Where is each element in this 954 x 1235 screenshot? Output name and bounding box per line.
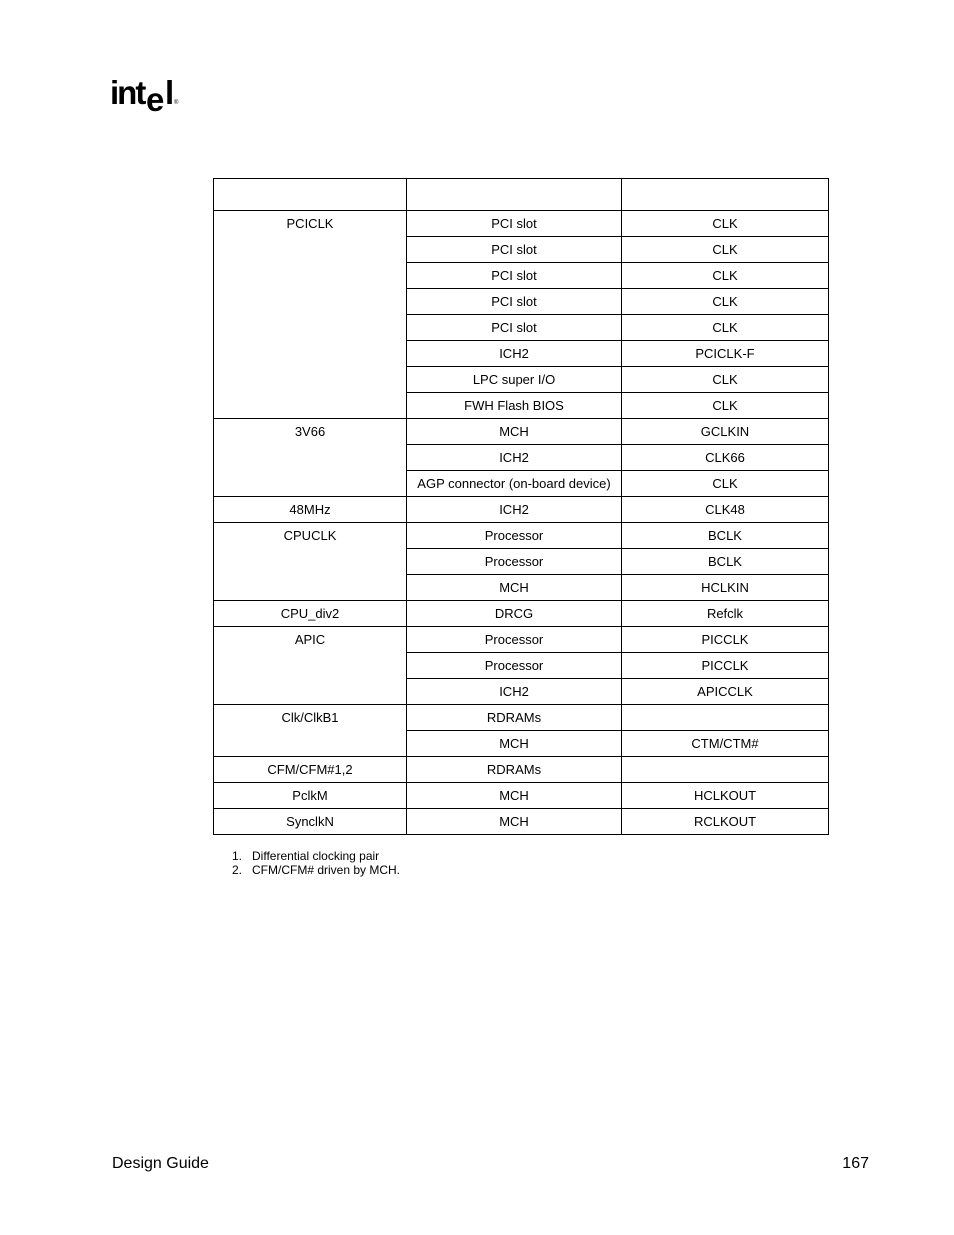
table-row [214, 211, 829, 237]
destination-cell: PCI slot [407, 289, 622, 315]
signal-cell: PCICLK [214, 211, 407, 419]
signal-cell: 3V66 [214, 419, 407, 497]
pin-cell: HCLKOUT [622, 783, 829, 809]
pin-cell: BCLK [622, 549, 829, 575]
pin-cell: Refclk [622, 601, 829, 627]
pin-cell: GCLKIN [622, 419, 829, 445]
signal-cell: CPUCLK [214, 523, 407, 601]
table-row [214, 601, 829, 627]
pin-cell: PCICLK-F [622, 341, 829, 367]
pin-cell: CLK [622, 263, 829, 289]
destination-cell: FWH Flash BIOS [407, 393, 622, 419]
table-row [214, 627, 829, 653]
destination-cell: MCH [407, 575, 622, 601]
footer-page-number: 167 [842, 1155, 869, 1172]
header-cell [214, 179, 407, 211]
note-number: 2. [232, 863, 243, 877]
pin-cell: CLK [622, 237, 829, 263]
pin-cell: CLK [622, 471, 829, 497]
destination-cell: MCH [407, 783, 622, 809]
pin-cell [622, 705, 829, 731]
intel-logo [110, 70, 182, 116]
table-row [214, 783, 829, 809]
signal-cell: PclkM [214, 783, 407, 809]
pin-cell: CLK [622, 393, 829, 419]
signal-cell: 48MHz [214, 497, 407, 523]
logo-text-l: l [165, 74, 175, 111]
table-row [214, 757, 829, 783]
signal-cell: APIC [214, 627, 407, 705]
destination-cell: ICH2 [407, 341, 622, 367]
destination-cell: PCI slot [407, 211, 622, 237]
destination-cell: ICH2 [407, 497, 622, 523]
destination-cell: PCI slot [407, 263, 622, 289]
table-row [214, 497, 829, 523]
table-row [214, 523, 829, 549]
pin-cell: HCLKIN [622, 575, 829, 601]
note-text: Differential clocking pair [252, 849, 380, 863]
table-row [214, 809, 829, 835]
note-text: CFM/CFM# driven by MCH. [252, 863, 401, 877]
signal-cell: SynclkN [214, 809, 407, 835]
pin-cell [622, 757, 829, 783]
destination-cell: RDRAMs [407, 757, 622, 783]
logo-registered-mark: ® [174, 100, 179, 106]
note-number: 1. [232, 849, 243, 863]
destination-cell: Processor [407, 653, 622, 679]
table-notes [232, 849, 400, 877]
signal-cell: CFM/CFM#1,2 [214, 757, 407, 783]
destination-cell: ICH2 [407, 445, 622, 471]
table-header-row [214, 179, 829, 211]
clock-routing-table [213, 178, 829, 835]
pin-cell: RCLKOUT [622, 809, 829, 835]
logo-text-e: e [146, 81, 163, 116]
pin-cell: APICCLK [622, 679, 829, 705]
destination-cell: Processor [407, 549, 622, 575]
table-row [214, 419, 829, 445]
pin-cell: CLK48 [622, 497, 829, 523]
signal-cell: Clk/ClkB1 [214, 705, 407, 757]
signal-cell: CPU_div2 [214, 601, 407, 627]
table-body [214, 211, 829, 835]
note-item [232, 863, 400, 877]
destination-cell: MCH [407, 731, 622, 757]
destination-cell: DRCG [407, 601, 622, 627]
destination-cell: RDRAMs [407, 705, 622, 731]
destination-cell: Processor [407, 523, 622, 549]
pin-cell: CTM/CTM# [622, 731, 829, 757]
intel-logo-graphic [110, 70, 182, 116]
table-row [214, 705, 829, 731]
destination-cell: MCH [407, 809, 622, 835]
logo-text-int: int [110, 74, 145, 111]
pin-cell: PICCLK [622, 653, 829, 679]
pin-cell: CLK [622, 289, 829, 315]
destination-cell: Processor [407, 627, 622, 653]
header-cell [622, 179, 829, 211]
destination-cell: AGP connector (on-board device) [407, 471, 622, 497]
destination-cell: ICH2 [407, 679, 622, 705]
pin-cell: CLK [622, 367, 829, 393]
note-item [232, 849, 400, 863]
destination-cell: MCH [407, 419, 622, 445]
pin-cell: CLK [622, 211, 829, 237]
pin-cell: BCLK [622, 523, 829, 549]
destination-cell: LPC super I/O [407, 367, 622, 393]
pin-cell: CLK66 [622, 445, 829, 471]
pin-cell: CLK [622, 315, 829, 341]
header-cell [407, 179, 622, 211]
destination-cell: PCI slot [407, 315, 622, 341]
pin-cell: PICCLK [622, 627, 829, 653]
footer-doc-title: Design Guide [112, 1155, 209, 1172]
destination-cell: PCI slot [407, 237, 622, 263]
